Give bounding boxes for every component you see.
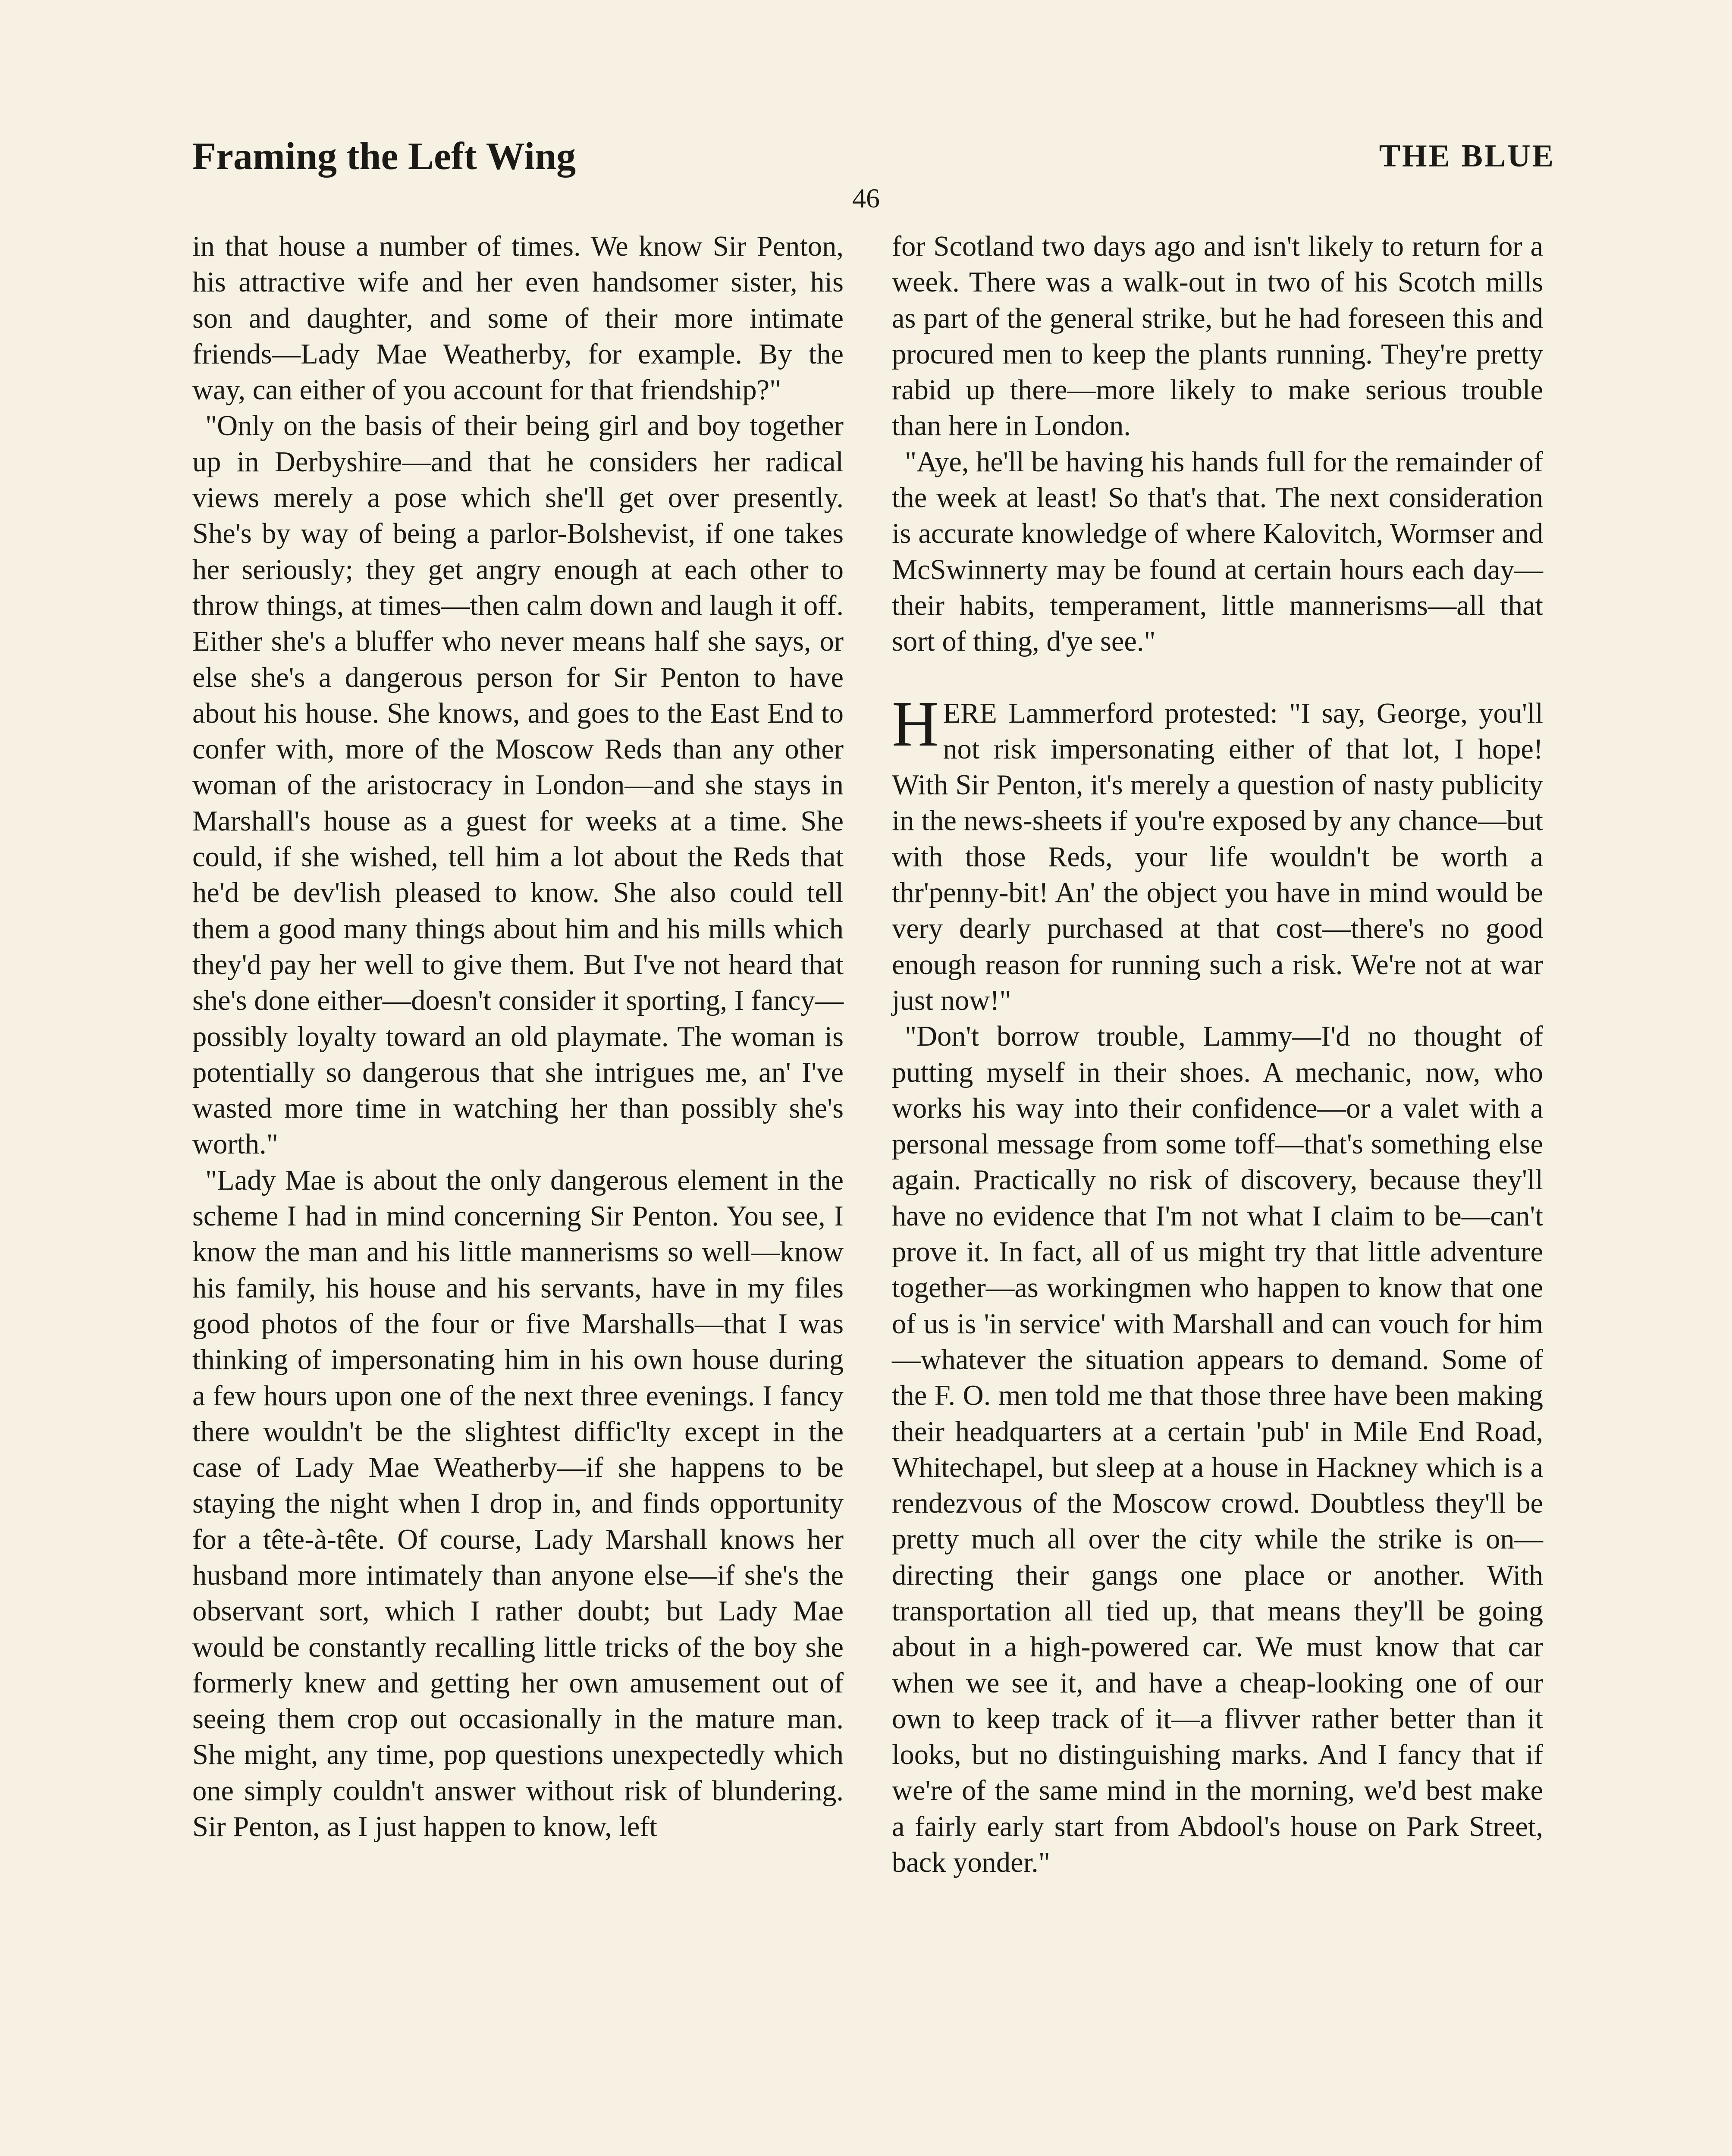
paragraph: "Aye, he'll be having his hands full for the remainder of the week at least! So that's that. The next consideration is accurate knowledge of where Kalovitch, Wormser and McSwinnerty may be found at certain hours each day—their habits, temperament, little mannerisms—all that sort of thing, d'ye see." xyxy=(892,446,1543,658)
page-number: 46 xyxy=(852,183,880,213)
paragraph: "Don't borrow trouble, Lammy—I'd no thought of putting myself in their shoes. A mechanic, now, who works his way into their confidence—or a valet with a personal message from some toff—that's something else again. Practically no risk of discovery, because they'll have no evidence that I'm not what I claim to be—can't prove it. In fact, all of us might try that little adventure together—as workingmen who happen to know that one of us is 'in service' with Marshall and can vouch for him—whatever the situation appears to demand. Some of the F. O. men told me that those three have been making their headquarters at a certain 'pub' in Mile End Road, Whitechapel, but sleep at a house in Hackney which is a rendezvous of the Moscow crowd. Doubtless they'll be pretty much all over the city while the strike is on—directing their gangs one place or another. With transportation all tied up, that means they'll be going about in a high-powered car. We must know that car when we see it, and have a cheap-looking one of our own to keep track of it—a flivver rather better than it looks, but no distinguishing marks. And I fancy that if we're of the same mind in the morning, we'd best make a fairly early start from Abdool's house on Park Street, back yonder." xyxy=(892,1021,1543,1879)
small-caps-lead: ERE xyxy=(943,697,997,729)
left-column xyxy=(192,229,844,1845)
section-paragraph xyxy=(892,688,1543,1019)
paragraph: "Only on the basis of their being girl and boy together up in Derbyshire—and that he considers her radical views merely a pose which she'll get over presently. She's by way of being a parlor-Bolshevist, if one takes her seriously; they get angry enough at each other to throw things, at times—then calm down and laugh it off. Either she's a bluffer who never means half she says, or else she's a dangerous person for Sir Penton to have about his house. She knows, and goes to the East End to confer with, more of the Moscow Reds than any other woman of the aristocracy in London—and she stays in Marshall's house as a guest for weeks at a time. She could, if she wished, tell him a lot about the Reds that he'd be dev'lish pleased to know. She also could tell them a good many things about him and his mills which they'd pay her well to give them. But I've not heard that she's done either—doesn't consider it sporting, I fancy—possibly loyalty toward an old playmate. The woman is potentially so dangerous that she intrigues me, an' I've wasted more time in watching her than possibly she's worth." xyxy=(192,410,844,1160)
drop-cap: H xyxy=(892,688,939,760)
magazine-name: THE BLUE xyxy=(1379,138,1555,174)
right-column xyxy=(892,229,1543,1880)
paragraph-text: Lammerford protested: "I say, George, you'll not risk impersonating either of that lot, I hope! With Sir Penton, it's merely a question of nasty publicity in the news-sheets if you're exposed by any chance—but with those Reds, your life wouldn't be worth a thr'penny-bit! An' the object you have in mind would be very dearly purchased at that cost—there's no good enough reason for running such a risk. We're not at war just now!" xyxy=(892,697,1543,1016)
paragraph: in that house a number of times. We know Sir Penton, his attractive wife and her even handsomer sister, his son and daughter, and some of their more intimate friends—Lady Mae Weatherby, for example. By the way, can either of you account for that friendship?" xyxy=(192,231,844,406)
paragraph: for Scotland two days ago and isn't likely to return for a week. There was a walk-out in two of his Scotch mills as part of the general strike, but he had foreseen this and procured men to keep the plants running. They're pretty rabid up there—more likely to make serious trouble than here in London. xyxy=(892,231,1543,442)
paragraph: "Lady Mae is about the only dangerous element in the scheme I had in mind concerning Sir Penton. You see, I know the man and his little mannerisms so well—know his family, his house and his servants, have in my files good photos of the four or five Marshalls—that I was thinking of impersonating him in his own house during a few hours upon one of the next three evenings. I fancy there wouldn't be the slightest diffic'lty except in the case of Lady Mae Weatherby—if she happens to be staying the night when I drop in, and finds opportunity for a tête-à-tête. Of course, Lady Marshall knows her husband more intimately than anyone else—if she's the observant sort, which I rather doubt; but Lady Mae would be constantly recalling little tricks of the boy she formerly knew and getting her own amusement out of seeing them crop out occasionally in the mature man. She might, any time, pop questions unexpectedly which one simply couldn't answer without risk of blundering. Sir Penton, as I just happen to know, left xyxy=(192,1164,844,1843)
story-title: Framing the Left Wing xyxy=(192,135,576,178)
